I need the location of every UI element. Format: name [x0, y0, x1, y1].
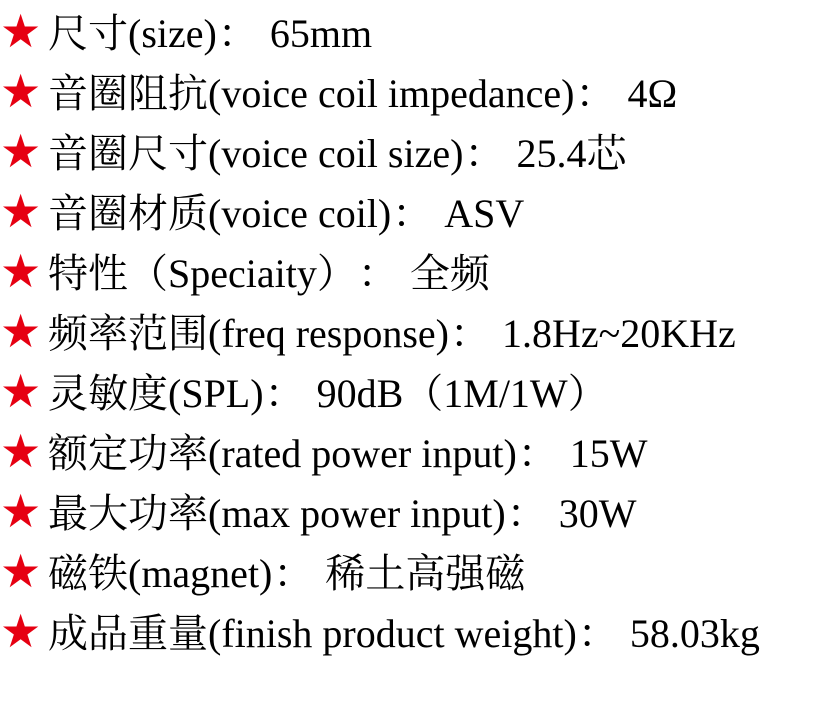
spec-label: 灵敏度(SPL)	[48, 371, 264, 416]
spec-colon: ：	[464, 131, 505, 176]
spec-label: 最大功率(max power input)	[48, 491, 506, 536]
spec-label: 音圈材质(voice coil)	[48, 191, 392, 236]
spec-row-rated-power	[0, 424, 827, 484]
star-icon: ★	[0, 246, 42, 297]
spec-colon: ：	[264, 371, 305, 416]
star-icon: ★	[0, 426, 42, 477]
spec-colon: ：	[392, 191, 433, 236]
spec-row-voice-coil-size	[0, 124, 827, 184]
star-icon: ★	[0, 186, 42, 237]
spec-value: 全频	[409, 251, 490, 296]
spec-value: 25.4芯	[516, 131, 627, 176]
spec-label: 特性（Speciaity）	[48, 251, 357, 296]
star-icon: ★	[0, 486, 42, 537]
spec-colon: ：	[575, 71, 616, 116]
spec-colon: ：	[577, 611, 618, 656]
star-icon: ★	[0, 6, 42, 57]
spec-colon: ：	[357, 251, 398, 296]
spec-label: 成品重量(finish product weight)	[48, 611, 577, 656]
spec-value: 稀土高强磁	[325, 551, 526, 596]
spec-row-speciality	[0, 244, 827, 304]
star-icon: ★	[0, 366, 42, 417]
spec-label: 频率范围(freq response)	[48, 311, 449, 356]
spec-value: 90dB（1M/1W）	[316, 371, 608, 416]
star-icon: ★	[0, 66, 42, 117]
spec-row-max-power	[0, 484, 827, 544]
spec-value: 58.03kg	[629, 611, 760, 656]
spec-label: 尺寸(size)	[48, 11, 217, 56]
spec-label: 音圈阻抗(voice coil impedance)	[48, 71, 575, 116]
star-icon: ★	[0, 606, 42, 657]
spec-value: 15W	[569, 431, 648, 476]
spec-colon: ：	[506, 491, 547, 536]
spec-row-magnet	[0, 544, 827, 604]
spec-label: 额定功率(rated power input)	[48, 431, 517, 476]
spec-colon: ：	[273, 551, 314, 596]
spec-row-voice-coil-impedance	[0, 64, 827, 124]
spec-row-spl	[0, 364, 827, 424]
spec-colon: ：	[217, 11, 258, 56]
spec-colon: ：	[450, 311, 490, 356]
spec-value: 4Ω	[627, 71, 678, 116]
spec-label: 磁铁(magnet)	[48, 551, 273, 596]
spec-row-freq-response	[0, 304, 827, 364]
spec-value: 65mm	[269, 11, 373, 56]
spec-value: 30W	[558, 491, 637, 536]
spec-row-finish-product-weight	[0, 604, 827, 664]
spec-value: ASV	[444, 191, 525, 236]
spec-row-size	[0, 4, 827, 64]
spec-label: 音圈尺寸(voice coil size)	[48, 131, 464, 176]
spec-colon: ：	[517, 431, 558, 476]
spec-row-voice-coil-material	[0, 184, 827, 244]
star-icon: ★	[0, 306, 42, 357]
star-icon: ★	[0, 546, 42, 597]
star-icon: ★	[0, 126, 42, 177]
spec-value: 1.8Hz~20KHz	[502, 311, 736, 356]
